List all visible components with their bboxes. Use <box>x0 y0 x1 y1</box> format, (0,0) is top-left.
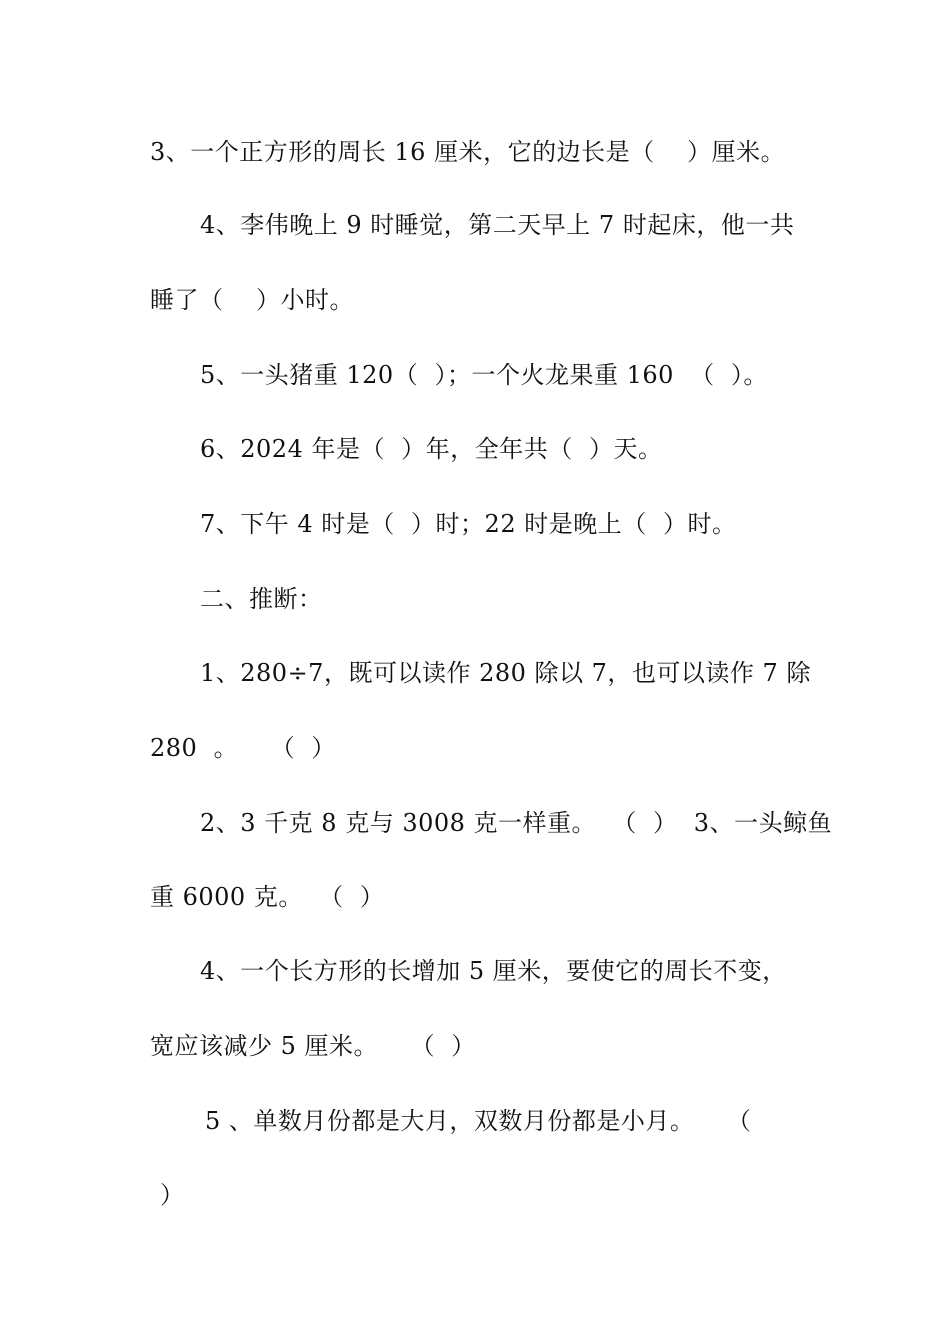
question-fill-6-year-type: 6、2024 年是（ ）年，全年共（ ）天。 <box>200 435 663 463</box>
question-judge-1-division-reading: 1、280÷7，既可以读作 280 除以 7，也可以读作 7 除 <box>200 659 811 687</box>
question-fill-3-square-side: 3、一个正方形的周长 16 厘米，它的边长是（ ）厘米。 <box>150 138 786 166</box>
question-judge-2-3-weights: 2、3 千克 8 克与 3008 克一样重。 （ ） 3、一头鲸鱼 <box>200 809 833 837</box>
question-fill-4-continuation: 睡了（ ）小时。 <box>150 286 355 314</box>
question-judge-4-continuation: 宽应该减少 5 厘米。 （ ） <box>150 1032 476 1060</box>
question-fill-4-sleep-hours: 4、李伟晚上 9 时睡觉，第二天早上 7 时起床，他一共 <box>200 211 795 239</box>
section-heading-judgement: 二、推断： <box>200 585 323 613</box>
question-fill-7-time-conversion: 7、下午 4 时是（ ）时；22 时是晚上（ ）时。 <box>200 510 737 538</box>
question-judge-5-months: 5 、单数月份都是大月，双数月份都是小月。 （ <box>205 1107 752 1135</box>
question-fill-5-weight-units: 5、一头猪重 120（ ）；一个火龙果重 160 （ ）。 <box>200 361 768 389</box>
question-judge-4-rectangle: 4、一个长方形的长增加 5 厘米，要使它的周长不变， <box>200 957 787 985</box>
question-judge-5-continuation: ） <box>160 1181 185 1209</box>
question-judge-1-continuation: 280 。 （ ） <box>150 734 336 762</box>
question-judge-3-continuation: 重 6000 克。 （ ） <box>150 883 385 911</box>
